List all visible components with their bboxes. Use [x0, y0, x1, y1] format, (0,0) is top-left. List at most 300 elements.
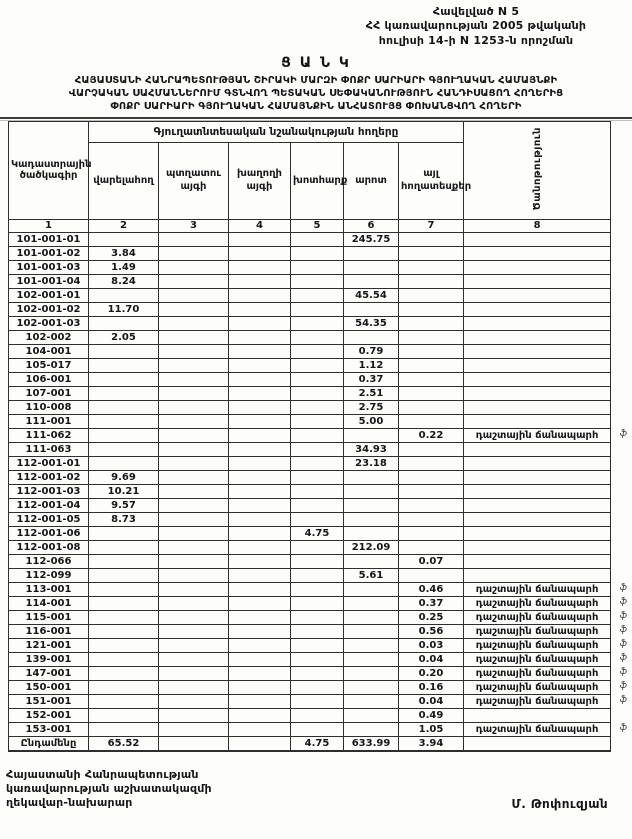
- pasture-cell: [344, 260, 399, 274]
- pasture-cell: 5.61: [344, 568, 399, 582]
- subtitle-line: ՎԱՐՉԱԿԱՆ ՍԱՀՄԱՆՆԵՐՈՒՄ ԳՏՆՎՈՂ ՊԵՏԱԿԱՆ ՍԵՓԱԿԱՆՈՒԹՅՈՒՆ ՀԱՆԴԻՍԱՑՈՂ ՀՈՂԵՐԻՑ: [68, 87, 564, 99]
- signatory-title-line: Հայաստանի Հանրապետության: [6, 767, 199, 781]
- arable-cell: [89, 456, 159, 470]
- pasture-cell: [344, 554, 399, 568]
- other-lands-cell: 0.04: [399, 694, 464, 708]
- cadastral-code-cell: 112-001-08: [9, 540, 89, 554]
- arable-cell: 9.57: [89, 498, 159, 512]
- arable-cell: [89, 680, 159, 694]
- handwritten-margin-mark: ֆ: [619, 694, 628, 705]
- orchard-cell: [159, 330, 229, 344]
- pasture-cell: [344, 498, 399, 512]
- orchard-cell: [159, 694, 229, 708]
- orchard-cell: [159, 554, 229, 568]
- table-row: [9, 246, 611, 260]
- note-cell: դաշտային ճանապարհ ֆ: [464, 624, 611, 638]
- other-lands-cell: 0.16: [399, 680, 464, 694]
- other-lands-cell: [399, 526, 464, 540]
- table-row: [9, 568, 611, 582]
- arable-cell: [89, 694, 159, 708]
- pasture-cell: [344, 246, 399, 260]
- table-row: [9, 484, 611, 498]
- pasture-cell: 633.99: [344, 736, 399, 751]
- other-lands-cell: [399, 414, 464, 428]
- table-row: [9, 694, 611, 708]
- other-lands-cell: [399, 232, 464, 246]
- cadastral-code-cell: 112-001-02: [9, 470, 89, 484]
- vertical-note-label: Ծանոթություն: [531, 127, 543, 211]
- note-cell: դաշտային ճանապարհ ֆ: [464, 722, 611, 736]
- hayfield-cell: [291, 274, 344, 288]
- table-row: [9, 554, 611, 568]
- other-lands-cell: 0.20: [399, 666, 464, 680]
- vineyard-cell: [229, 540, 291, 554]
- orchard-cell: [159, 442, 229, 456]
- pasture-cell: [344, 428, 399, 442]
- arable-cell: [89, 540, 159, 554]
- table-row: [9, 428, 611, 442]
- pasture-cell: [344, 624, 399, 638]
- note-cell: [464, 358, 611, 372]
- pasture-cell: [344, 610, 399, 624]
- note-cell: [464, 554, 611, 568]
- vineyard-cell: [229, 260, 291, 274]
- cadastral-code-cell: 107-001: [9, 386, 89, 400]
- orchard-cell: [159, 316, 229, 330]
- col-number: 6: [344, 219, 399, 232]
- table-row: [9, 344, 611, 358]
- orchard-cell: [159, 498, 229, 512]
- table-row: [9, 316, 611, 330]
- other-lands-cell: [399, 302, 464, 316]
- vineyard-cell: [229, 470, 291, 484]
- cadastral-code-cell: 106-001: [9, 372, 89, 386]
- handwritten-margin-mark: ֆ: [619, 596, 628, 607]
- note-cell: [464, 736, 611, 751]
- note-cell: [464, 288, 611, 302]
- hayfield-cell: [291, 582, 344, 596]
- orchard-cell: [159, 624, 229, 638]
- note-cell: [464, 372, 611, 386]
- cadastral-code-cell: 114-001: [9, 596, 89, 610]
- note-cell: [464, 540, 611, 554]
- appendix-line: հուլիսի 14-ի N 1253-ն որոշման: [378, 33, 574, 47]
- hayfield-cell: [291, 386, 344, 400]
- note-cell: դաշտային ճանապարհ ֆ: [464, 666, 611, 680]
- arable-cell: 8.73: [89, 512, 159, 526]
- table-row: [9, 372, 611, 386]
- handwritten-margin-mark: ֆ: [619, 428, 628, 439]
- table-row: [9, 330, 611, 344]
- vineyard-cell: [229, 568, 291, 582]
- orchard-cell: [159, 400, 229, 414]
- hayfield-cell: [291, 694, 344, 708]
- arable-cell: [89, 316, 159, 330]
- orchard-cell: [159, 386, 229, 400]
- table-row: [9, 358, 611, 372]
- other-lands-cell: 0.49: [399, 708, 464, 722]
- other-lands-cell: [399, 456, 464, 470]
- note-cell: [464, 260, 611, 274]
- note-cell: [464, 456, 611, 470]
- table-row: [9, 680, 611, 694]
- hayfield-cell: [291, 512, 344, 526]
- cadastral-code-cell: 112-099: [9, 568, 89, 582]
- hayfield-cell: [291, 232, 344, 246]
- orchard-cell: [159, 414, 229, 428]
- pasture-cell: 54.35: [344, 316, 399, 330]
- vineyard-cell: [229, 722, 291, 736]
- orchard-cell: [159, 260, 229, 274]
- arable-cell: 2.05: [89, 330, 159, 344]
- col-header-arable: վարելահող: [89, 142, 159, 219]
- hayfield-cell: [291, 442, 344, 456]
- pasture-cell: [344, 526, 399, 540]
- handwritten-margin-mark: ֆ: [619, 610, 628, 621]
- note-cell: դաշտային ճանապարհ ֆ: [464, 582, 611, 596]
- note-cell: դաշտային ճանապարհ ֆ: [464, 694, 611, 708]
- note-cell: [464, 344, 611, 358]
- arable-cell: [89, 554, 159, 568]
- cadastral-code-cell: 101-001-04: [9, 274, 89, 288]
- orchard-cell: [159, 680, 229, 694]
- hayfield-cell: [291, 722, 344, 736]
- other-lands-cell: [399, 470, 464, 484]
- vineyard-cell: [229, 708, 291, 722]
- table-row: [9, 302, 611, 316]
- vineyard-cell: [229, 526, 291, 540]
- hayfield-cell: [291, 344, 344, 358]
- handwritten-margin-mark: ֆ: [619, 652, 628, 663]
- arable-cell: [89, 232, 159, 246]
- group-header-agricultural-lands: Գյուղատնտեսական նշանակության հողերը: [89, 121, 464, 142]
- hayfield-cell: [291, 316, 344, 330]
- other-lands-cell: [399, 568, 464, 582]
- pasture-cell: [344, 708, 399, 722]
- pasture-cell: [344, 330, 399, 344]
- note-cell: [464, 302, 611, 316]
- arable-cell: 9.69: [89, 470, 159, 484]
- vineyard-cell: [229, 358, 291, 372]
- col-number: 7: [399, 219, 464, 232]
- col-header-other-lands: այլ հողատեսքեր: [399, 142, 464, 219]
- cadastral-code-cell: 112-066: [9, 554, 89, 568]
- hayfield-cell: [291, 372, 344, 386]
- other-lands-cell: [399, 498, 464, 512]
- vineyard-cell: [229, 596, 291, 610]
- note-cell: դաշտային ճանապարհ ֆ: [464, 680, 611, 694]
- cadastral-code-cell: 111-062: [9, 428, 89, 442]
- pasture-cell: 245.75: [344, 232, 399, 246]
- table-row: [9, 624, 611, 638]
- table-row: [9, 400, 611, 414]
- other-lands-cell: 0.04: [399, 652, 464, 666]
- other-lands-cell: [399, 400, 464, 414]
- pasture-cell: 212.09: [344, 540, 399, 554]
- vineyard-cell: [229, 666, 291, 680]
- table-body: [9, 232, 628, 751]
- note-cell: [464, 708, 611, 722]
- col-header-pasture: արոտ: [344, 142, 399, 219]
- arable-cell: [89, 428, 159, 442]
- orchard-cell: [159, 232, 229, 246]
- hayfield-cell: [291, 554, 344, 568]
- subtitle-line: ՓՈՔՐ ՍԱՐԻԱՐԻ ԳՅՈՒՂԱԿԱՆ ՀԱՄԱՅՆՔԻՆ ԱՆՀԱՏՈՒՅՑ ՓՈԽԱՆՑՎՈՂ ՀՈՂԵՐԻ: [110, 100, 522, 112]
- other-lands-cell: [399, 316, 464, 330]
- table-row: [9, 442, 611, 456]
- vineyard-cell: [229, 246, 291, 260]
- orchard-cell: [159, 582, 229, 596]
- orchard-cell: [159, 638, 229, 652]
- cadastral-code-cell: 101-001-03: [9, 260, 89, 274]
- note-cell: [464, 526, 611, 540]
- other-lands-cell: 0.56: [399, 624, 464, 638]
- other-lands-cell: 0.25: [399, 610, 464, 624]
- signature-name: Մ. Թոփուզյան: [511, 796, 608, 811]
- table-row: [9, 274, 611, 288]
- other-lands-cell: [399, 274, 464, 288]
- cadastral-code-cell: 104-001: [9, 344, 89, 358]
- pasture-cell: [344, 274, 399, 288]
- arable-cell: [89, 652, 159, 666]
- other-lands-cell: 1.05: [399, 722, 464, 736]
- table-row: [9, 540, 611, 554]
- cadastral-code-cell: 121-001: [9, 638, 89, 652]
- other-lands-cell: [399, 386, 464, 400]
- hayfield-cell: [291, 260, 344, 274]
- cadastral-code-cell: 153-001: [9, 722, 89, 736]
- vineyard-cell: [229, 386, 291, 400]
- vineyard-cell: [229, 288, 291, 302]
- note-cell: [464, 330, 611, 344]
- arable-cell: 65.52: [89, 736, 159, 751]
- cadastral-code-cell: 112-001-01: [9, 456, 89, 470]
- table-row: [9, 638, 611, 652]
- note-cell: [464, 442, 611, 456]
- hayfield-cell: [291, 456, 344, 470]
- cadastral-code-cell: 111-001: [9, 414, 89, 428]
- other-lands-cell: [399, 344, 464, 358]
- pasture-cell: [344, 582, 399, 596]
- orchard-cell: [159, 246, 229, 260]
- table-row: [9, 666, 611, 680]
- arable-cell: 3.84: [89, 246, 159, 260]
- hayfield-cell: [291, 666, 344, 680]
- note-cell: [464, 414, 611, 428]
- appendix-line: ՀՀ կառավարության 2005 թվականի: [365, 19, 587, 33]
- footer: [0, 768, 632, 811]
- hayfield-cell: [291, 288, 344, 302]
- arable-cell: [89, 288, 159, 302]
- land-parcels-table: [8, 121, 628, 752]
- table-row: [9, 652, 611, 666]
- handwritten-margin-mark: ֆ: [619, 722, 628, 733]
- note-cell: [464, 232, 611, 246]
- signatory-title-line: ղեկավար-նախարար: [6, 796, 133, 810]
- cadastral-code-cell: 111-063: [9, 442, 89, 456]
- table-row: [9, 414, 611, 428]
- table-row: [9, 456, 611, 470]
- arable-cell: [89, 582, 159, 596]
- other-lands-cell: [399, 260, 464, 274]
- other-lands-cell: [399, 288, 464, 302]
- col-header-cadastral-code: Կադաստրային ծածկագիր: [9, 121, 89, 219]
- vineyard-cell: [229, 232, 291, 246]
- arable-cell: [89, 414, 159, 428]
- cadastral-code-cell: 116-001: [9, 624, 89, 638]
- cadastral-code-cell: 112-001-05: [9, 512, 89, 526]
- hayfield-cell: [291, 330, 344, 344]
- vineyard-cell: [229, 680, 291, 694]
- signatory-title-block: [6, 768, 212, 811]
- vineyard-cell: [229, 498, 291, 512]
- other-lands-cell: 0.22: [399, 428, 464, 442]
- orchard-cell: [159, 568, 229, 582]
- hayfield-cell: [291, 302, 344, 316]
- arable-cell: [89, 610, 159, 624]
- col-header-orchard: պտղատու այգի: [159, 142, 229, 219]
- note-cell: դաշտային ճանապարհ ֆ: [464, 610, 611, 624]
- arable-cell: 11.70: [89, 302, 159, 316]
- pasture-cell: [344, 722, 399, 736]
- note-cell: [464, 470, 611, 484]
- arable-cell: [89, 358, 159, 372]
- other-lands-cell: 0.37: [399, 596, 464, 610]
- note-cell: [464, 568, 611, 582]
- vineyard-cell: [229, 512, 291, 526]
- cadastral-code-cell: 115-001: [9, 610, 89, 624]
- other-lands-cell: 3.94: [399, 736, 464, 751]
- table-row: [9, 232, 611, 246]
- arable-cell: 8.24: [89, 274, 159, 288]
- table-row: [9, 288, 611, 302]
- arable-cell: [89, 372, 159, 386]
- orchard-cell: [159, 428, 229, 442]
- hayfield-cell: [291, 498, 344, 512]
- orchard-cell: [159, 358, 229, 372]
- hayfield-cell: [291, 358, 344, 372]
- orchard-cell: [159, 288, 229, 302]
- hayfield-cell: [291, 428, 344, 442]
- table-row: [9, 470, 611, 484]
- col-number: 3: [159, 219, 229, 232]
- pasture-cell: [344, 470, 399, 484]
- arable-cell: [89, 344, 159, 358]
- pasture-cell: [344, 652, 399, 666]
- appendix-block: [326, 5, 626, 48]
- col-number: 2: [89, 219, 159, 232]
- vineyard-cell: [229, 442, 291, 456]
- table-row: [9, 708, 611, 722]
- arable-cell: [89, 526, 159, 540]
- orchard-cell: [159, 372, 229, 386]
- vineyard-cell: [229, 428, 291, 442]
- vineyard-cell: [229, 484, 291, 498]
- note-cell: դաշտային ճանապարհ ֆ: [464, 428, 611, 442]
- orchard-cell: [159, 456, 229, 470]
- cadastral-code-cell: 150-001: [9, 680, 89, 694]
- pasture-cell: [344, 638, 399, 652]
- total-row: [9, 736, 611, 751]
- orchard-cell: [159, 666, 229, 680]
- hayfield-cell: [291, 246, 344, 260]
- pasture-cell: [344, 680, 399, 694]
- arable-cell: [89, 638, 159, 652]
- vineyard-cell: [229, 372, 291, 386]
- vineyard-cell: [229, 624, 291, 638]
- table-row: [9, 610, 611, 624]
- table-row: [9, 260, 611, 274]
- orchard-cell: [159, 610, 229, 624]
- cadastral-code-cell: 112-001-03: [9, 484, 89, 498]
- pasture-cell: [344, 484, 399, 498]
- arable-cell: [89, 722, 159, 736]
- cadastral-code-cell: 139-001: [9, 652, 89, 666]
- cadastral-code-cell: 102-001-03: [9, 316, 89, 330]
- orchard-cell: [159, 736, 229, 751]
- vineyard-cell: [229, 302, 291, 316]
- col-number: 4: [229, 219, 291, 232]
- vineyard-cell: [229, 694, 291, 708]
- pasture-cell: 5.00: [344, 414, 399, 428]
- hayfield-cell: [291, 484, 344, 498]
- table-row: [9, 498, 611, 512]
- vineyard-cell: [229, 456, 291, 470]
- handwritten-margin-mark: ֆ: [619, 582, 628, 593]
- hayfield-cell: [291, 400, 344, 414]
- vineyard-cell: [229, 274, 291, 288]
- other-lands-cell: [399, 512, 464, 526]
- cadastral-code-cell: 102-001-01: [9, 288, 89, 302]
- pasture-cell: 2.51: [344, 386, 399, 400]
- note-cell: [464, 316, 611, 330]
- other-lands-cell: [399, 484, 464, 498]
- note-cell: [464, 246, 611, 260]
- hayfield-cell: [291, 624, 344, 638]
- hayfield-cell: [291, 596, 344, 610]
- arable-cell: [89, 596, 159, 610]
- other-lands-cell: [399, 372, 464, 386]
- vineyard-cell: [229, 736, 291, 751]
- pasture-cell: 23.18: [344, 456, 399, 470]
- arable-cell: [89, 624, 159, 638]
- arable-cell: [89, 708, 159, 722]
- table-row: [9, 582, 611, 596]
- note-cell: [464, 498, 611, 512]
- arable-cell: [89, 400, 159, 414]
- hayfield-cell: [291, 540, 344, 554]
- col-number: 5: [291, 219, 344, 232]
- table-row: [9, 722, 611, 736]
- orchard-cell: [159, 512, 229, 526]
- arable-cell: 10.21: [89, 484, 159, 498]
- orchard-cell: [159, 540, 229, 554]
- handwritten-margin-mark: ֆ: [619, 666, 628, 677]
- hayfield-cell: [291, 610, 344, 624]
- pasture-cell: [344, 694, 399, 708]
- hayfield-cell: [291, 568, 344, 582]
- other-lands-cell: 0.03: [399, 638, 464, 652]
- pasture-cell: 0.37: [344, 372, 399, 386]
- vineyard-cell: [229, 638, 291, 652]
- other-lands-cell: 0.46: [399, 582, 464, 596]
- hayfield-cell: [291, 470, 344, 484]
- col-number: 1: [9, 219, 89, 232]
- pasture-cell: 2.75: [344, 400, 399, 414]
- cadastral-code-cell: 102-002: [9, 330, 89, 344]
- vineyard-cell: [229, 610, 291, 624]
- hayfield-cell: 4.75: [291, 736, 344, 751]
